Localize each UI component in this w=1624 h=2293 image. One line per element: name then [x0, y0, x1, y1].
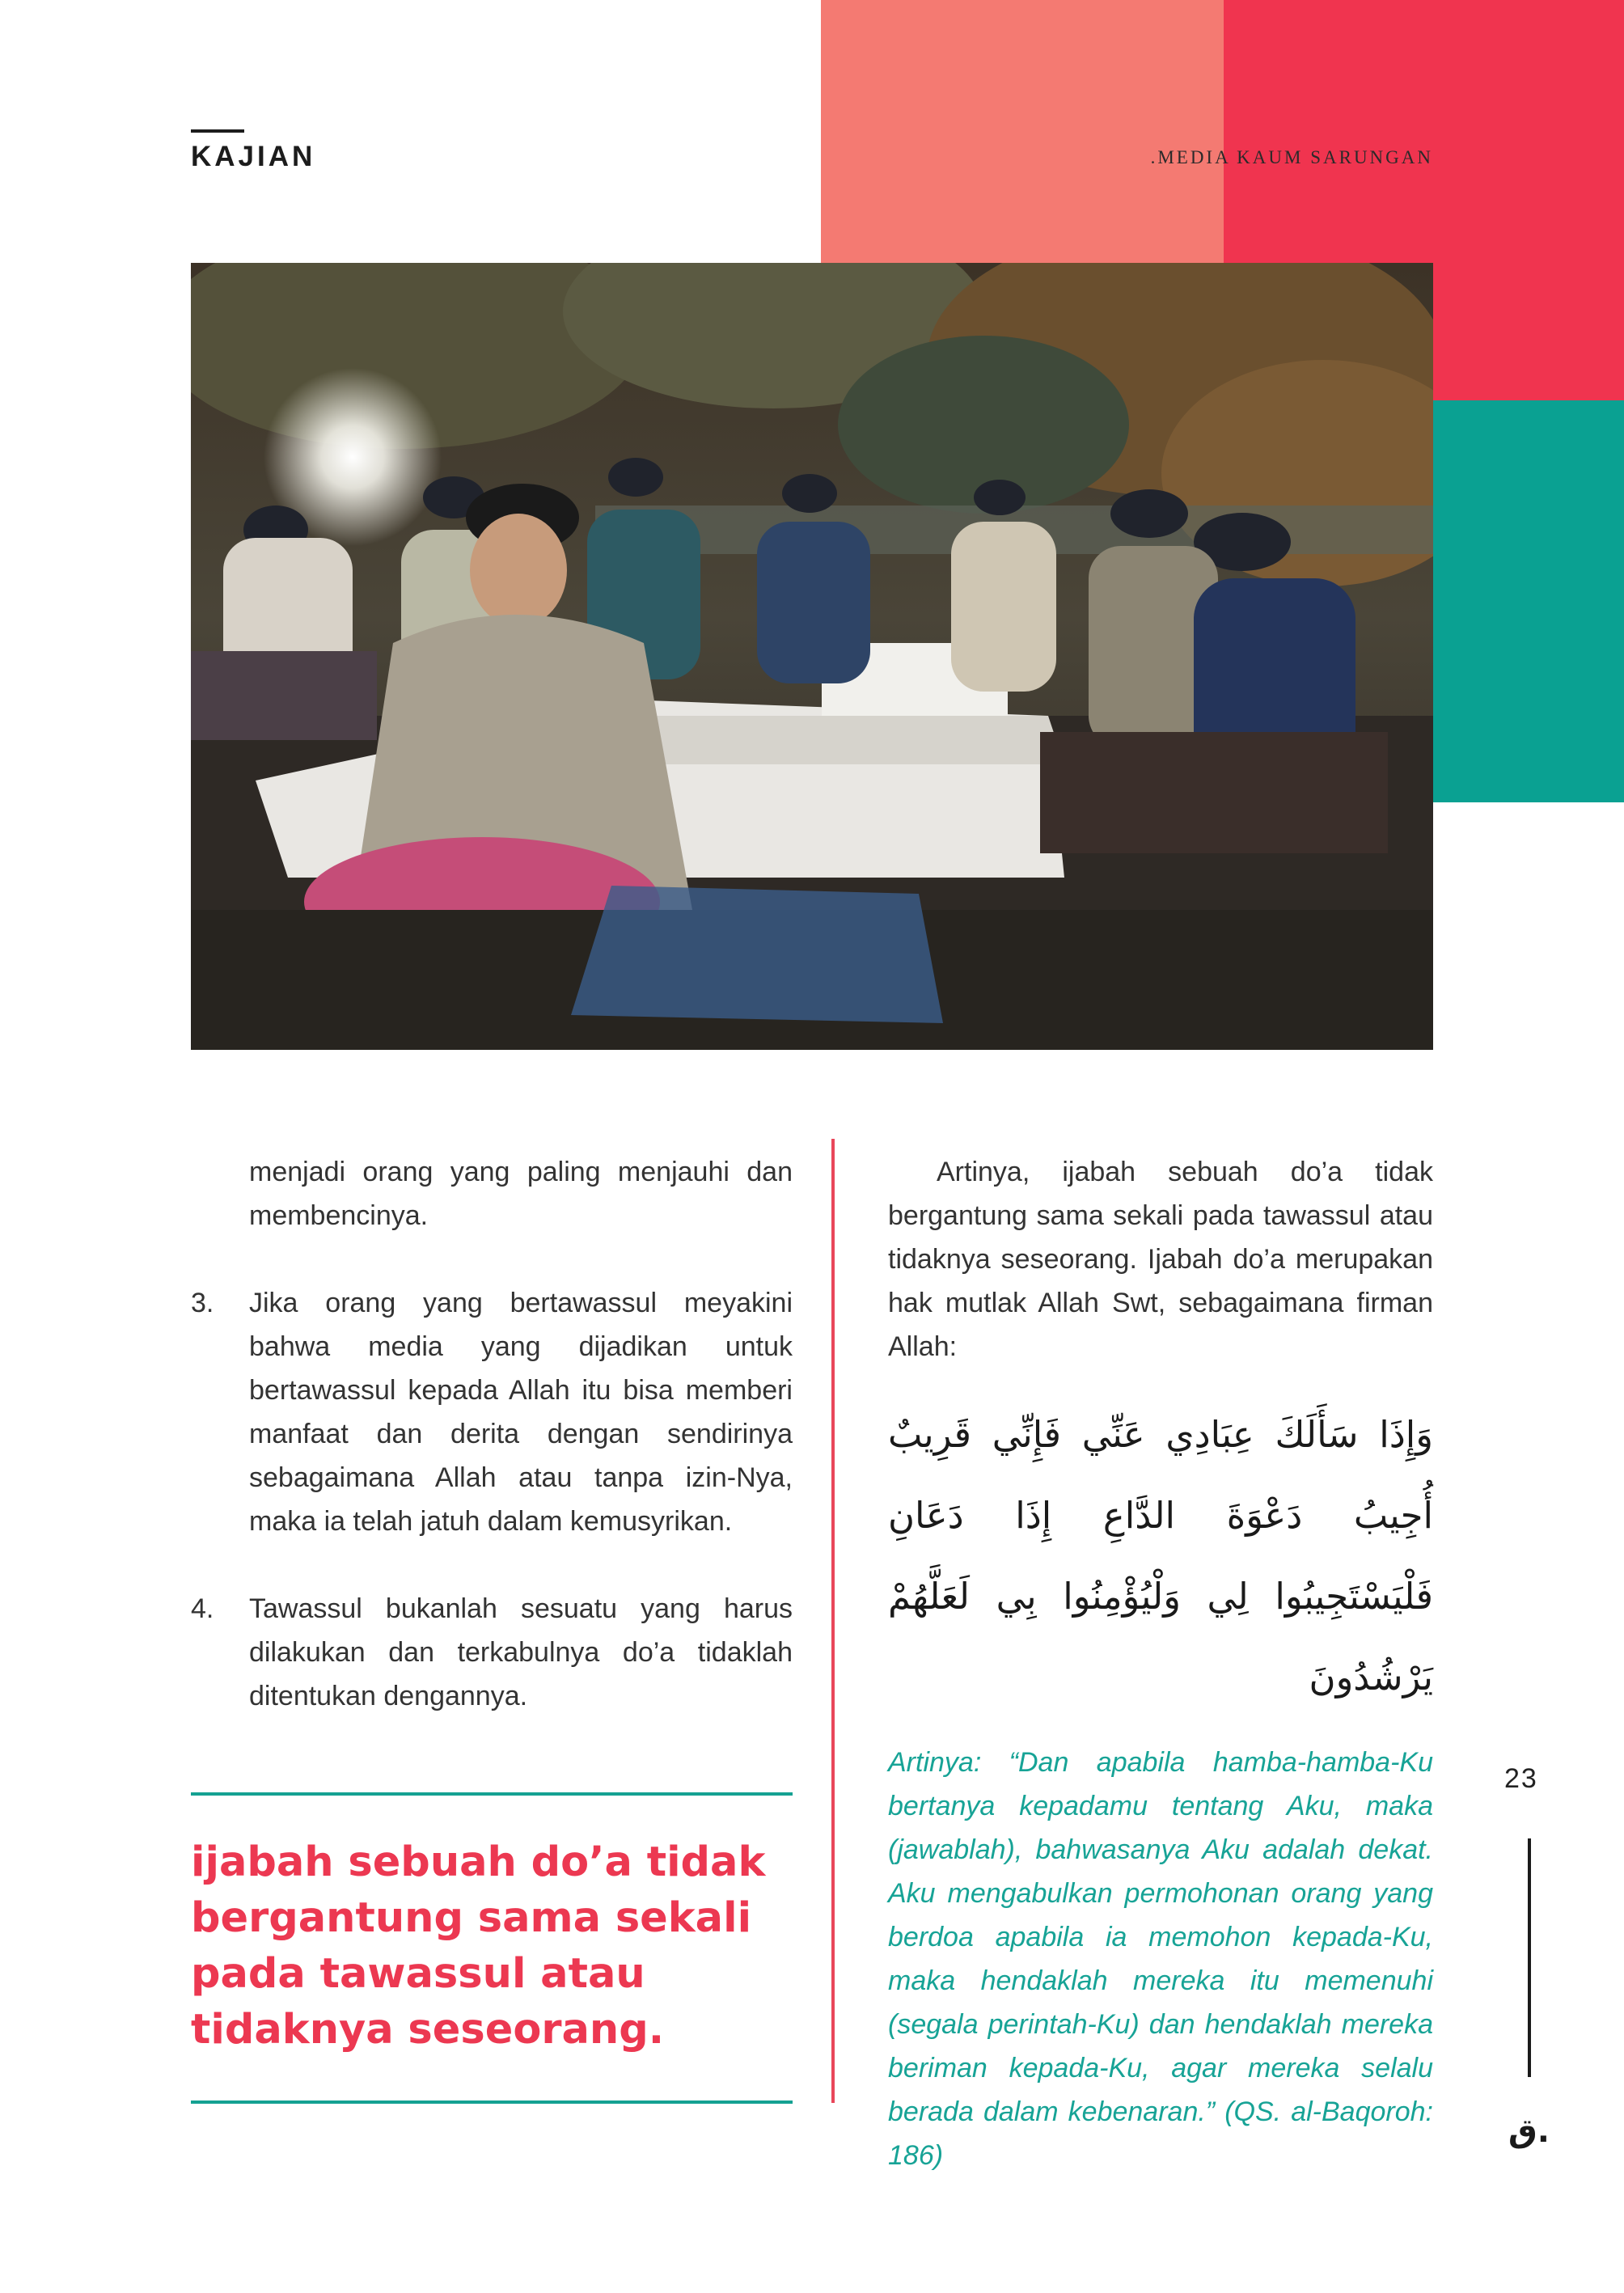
- arabic-verse: وَإِذَا سَأَلَكَ عِبَادِي عَنِّي فَإِنِّي قَرِيبٌ أُجِيبُ دَعْوَةَ الدَّاعِ إِذَا دَعَانِ فَلْيَسْتَجِيبُوا لِي وَلْيُؤْمِنُوا بِي لَعَلَّهُمْ يَرْشُدُونَ: [888, 1413, 1433, 1699]
- magazine-logo: ق.: [1508, 2113, 1550, 2150]
- pull-quote: ijabah sebuah do’a tidak bergantung sama sekali pada tawassul atau tidaknya seseorang.: [191, 1838, 766, 2054]
- column-divider: [831, 1139, 835, 2103]
- list-item-text: Jika orang yang bertawassul meyakini bahwa media yang dijadikan untuk bertawassul kepada Allah itu bisa memberi manfaat dan derita dengan sendirinya sebagaimana Allah atau tanpa izin-Nya, maka ia telah jatuh dalam kemusyrikan.: [249, 1288, 793, 1537]
- list-item-number: 3.: [191, 1288, 214, 1318]
- article-photo: [191, 263, 1433, 1050]
- section-label: KAJIAN: [191, 141, 316, 172]
- verse-translation: Artinya: “Dan apabila hamba-hamba-Ku bertanya kepadamu tentang Aku, maka (jawablah), bahwasanya Aku adalah dekat. Aku mengabulkan permohonan orang yang berdoa apabila ia memohon kepada-Ku, maka hendaklah mereka itu memenuhi (segala perintah-Ku) dan hendaklah mereka beriman kepada-Ku, agar mereka selalu berada dalam kebenaran.” (QS. al-Baqoroh: 186): [888, 1747, 1433, 2171]
- section-label-rule: [191, 129, 244, 133]
- pull-quote-rule-top: [191, 1792, 793, 1796]
- page-number: 23: [1504, 1763, 1538, 1794]
- photo-scene-illustration: [191, 263, 1433, 1050]
- left-column: [191, 1150, 793, 1718]
- intro-paragraph: Artinya, ijabah sebuah do’a tidak bergantung sama sekali pada tawassul atau tidaknya seseorang. Ijabah do’a merupakan hak mutlak Allah Swt, sebagaimana firman Allah:: [888, 1157, 1433, 1362]
- list-item-number: 4.: [191, 1593, 214, 1624]
- decor-teal-block: [1433, 400, 1624, 802]
- decor-salmon-block: [821, 0, 1224, 263]
- pull-quote-rule-bottom: [191, 2101, 793, 2104]
- list-item-text: Tawassul bukanlah sesuatu yang harus dilakukan dan terkabulnya do’a tidaklah ditentukan dengannya.: [249, 1593, 793, 1711]
- continuation-paragraph: menjadi orang yang paling menjauhi dan membencinya.: [249, 1157, 793, 1231]
- right-column: [888, 1150, 1433, 2177]
- list-item: [191, 1587, 793, 1718]
- list-item: [191, 1281, 793, 1543]
- page-number-rule: [1528, 1838, 1531, 2077]
- magazine-name: .MEDIA KAUM SARUNGAN: [1150, 147, 1433, 167]
